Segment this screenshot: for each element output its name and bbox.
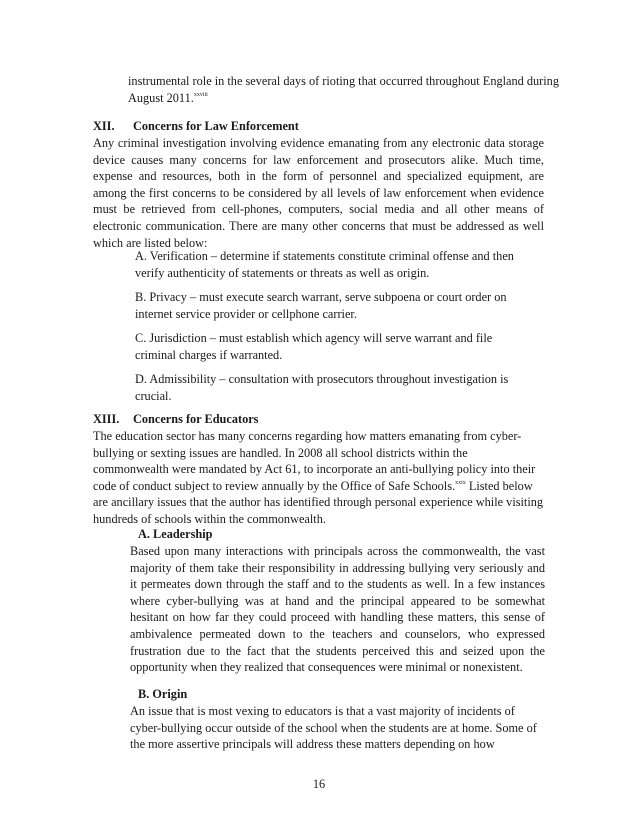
- list-item: B. Privacy – must execute search warrant, serve subpoena or court order on internet service provider or cellphone carrier.: [135, 290, 507, 321]
- section-xiii-heading: [93, 411, 258, 427]
- subsection-heading: A. Leadership: [138, 527, 213, 541]
- endnote-marker: xxix: [455, 479, 466, 486]
- paragraph-text: The education sector has many concerns regarding how matters emanating from cyber-bullying or sexting issues are handled. In 2008 all school districts within the commonwealth were mandated by Act 61, to incorporate an anti-bullying policy into their code of conduct subject to review annually by the Office of Safe Schools.: [93, 429, 536, 493]
- section-number: XII.: [93, 119, 115, 133]
- list-item: D. Admissibility – consultation with prosecutors throughout investigation is crucial.: [135, 372, 509, 403]
- subsection-paragraph: Based upon many interactions with principals across the commonwealth, the vast majority of them take their responsibility in addressing bullying very seriously and it permeates down through the staff and to the students as well. In a few instances where cyber-bullying was at hand and the principal appeared to be somewhat hesitant on how far they could proceed with handling these matters, this sense of ambivalence permeated down to the teachers and counselors, who expressed frustration due to the fact that the students perceived this and seized upon the opportunity when they realized that consequences were minimal or nonexistent.: [130, 544, 545, 675]
- list-item: C. Jurisdiction – must establish which agency will serve warrant and file criminal charges if warranted.: [135, 331, 493, 362]
- endnote-marker: xxviii: [193, 91, 208, 98]
- subsection-heading: B. Origin: [138, 687, 188, 701]
- section-xii-paragraph: Any criminal investigation involving evidence emanating from any electronic data storage device causes many concerns for law enforcement and prosecutors alike. Much time, expense and resources, both in the form of personnel and specialized equipment, are among the first concerns to be considered by all levels of law enforcement when evidence must be retrieved from cell-phones, computers, social media and all other means of electronic communication. There are many other concerns that must be addressed as well which are listed below:: [93, 136, 544, 250]
- list-item: A. Verification – determine if statements constitute criminal offense and then verify authenticity of statements or threats as well as origin.: [135, 249, 514, 280]
- intro-text: instrumental role in the several days of rioting that occurred throughout England during August 2011.: [128, 74, 559, 105]
- section-xii-heading: [93, 118, 299, 134]
- intro-paragraph: [128, 73, 560, 106]
- section-title: Concerns for Educators: [133, 412, 259, 426]
- section-number: XIII.: [93, 412, 120, 426]
- subsection-paragraph: An issue that is most vexing to educators is that a vast majority of incidents of cyber-bullying occur outside of the school when the students are at home. Some of the more assertive principals will address these matters depending on how: [130, 704, 537, 752]
- section-title: Concerns for Law Enforcement: [133, 119, 299, 133]
- paragraph-text: Listed below are ancillary issues that the author has identified through personal experience while visiting hundreds of schools within the commonwealth.: [93, 478, 544, 526]
- section-xiii-paragraph: [93, 428, 544, 528]
- page-number: 16: [312, 777, 326, 791]
